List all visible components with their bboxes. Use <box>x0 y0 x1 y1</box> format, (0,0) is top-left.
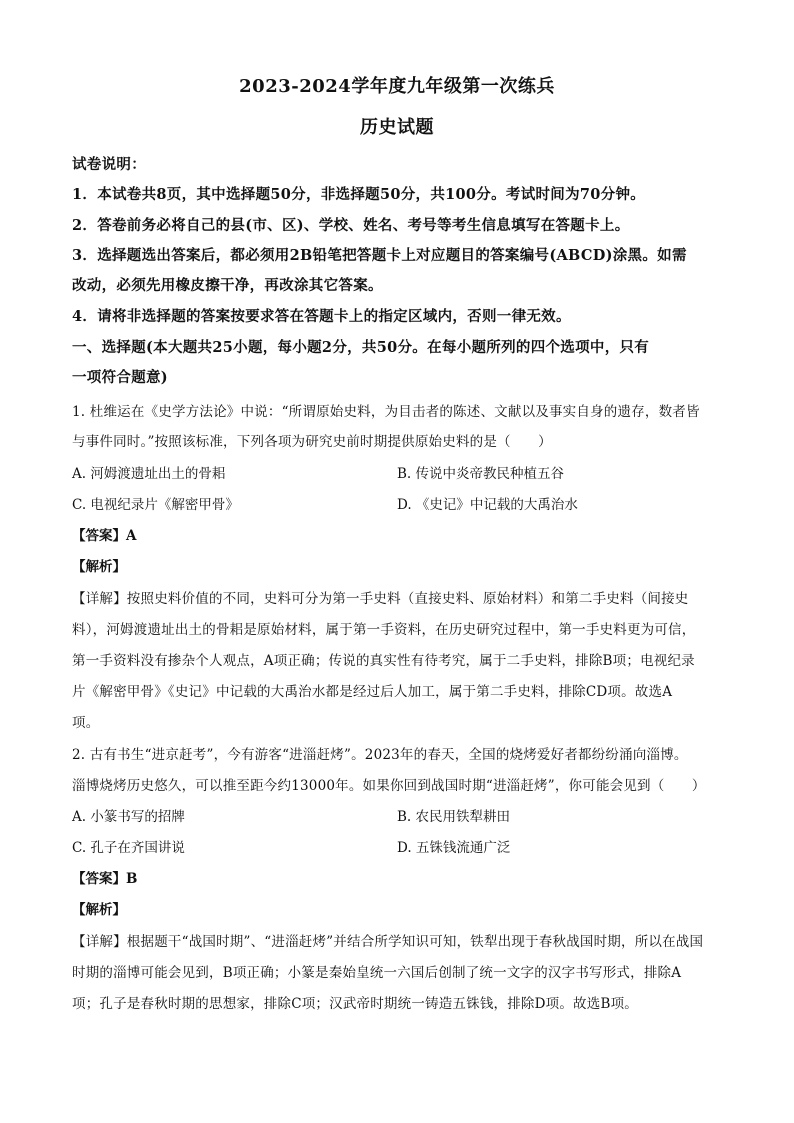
q1-analysis-label: 【解析】 <box>72 559 126 575</box>
q1-stem-line-2: 与事件同时。”按照该标准，下列各项为研究史前时期提供原始史料的是（ ） <box>72 434 552 450</box>
q1-detail-line-1: 【详解】按照史料价值的不同，史料可分为第一手史料（直接史料、原始材料）和第二手史料（间接史 <box>72 591 689 607</box>
q2-option-b: B. 农民用铁犁耕田 <box>397 809 511 825</box>
q2-option-c: C. 孔子在齐国讲说 <box>72 840 185 856</box>
q1-stem-line-1: 1. 杜维运在《史学方法论》中说：“所谓原始史料，为目击者的陈述、文献以及事实自身的遗存，数者皆 <box>72 404 700 420</box>
instruction-item-3: 3．选择题选出答案后，都必须用2B铅笔把答题卡上对应题目的答案编号(ABCD)涂黑。如需 <box>72 247 687 264</box>
q1-option-d: D. 《史记》中记载的大禹治水 <box>397 497 578 513</box>
instructions-heading: 试卷说明： <box>72 156 146 173</box>
q1-option-c: C. 电视纪录片《解密甲骨》 <box>72 497 239 513</box>
instruction-item-4: 4．请将非选择题的答案按要求答在答题卡上的指定区域内，否则一律无效。 <box>72 308 571 325</box>
exam-subtitle: 历史试题 <box>360 117 434 138</box>
q2-analysis-label: 【解析】 <box>72 902 126 918</box>
q2-detail-line-3: 项；孔子是春秋时期的思想家，排除C项；汉武帝时期统一铸造五铢钱，排除D项。故选B项。 <box>72 996 638 1012</box>
q1-option-a: A. 河姆渡遗址出土的骨耜 <box>72 466 226 482</box>
section-heading-cont: 一项符合题意) <box>72 369 168 386</box>
q1-detail-line-5: 项。 <box>72 715 100 731</box>
q2-detail-line-2: 时期的淄博可能会见到，B项正确；小篆是秦始皇统一六国后创制了统一文字的汉字书写形式，排除A <box>72 965 682 981</box>
instruction-item-1: 1．本试卷共8页，其中选择题50分，非选择题50分，共100分。考试时间为70分钟。 <box>72 186 646 203</box>
q2-stem-line-2: 淄博烧烤历史悠久，可以推至距今约13000年。如果你回到战国时期“进淄赶烤”，你可能会见到（ ） <box>72 778 706 794</box>
q1-option-b: B. 传说中炎帝教民种植五谷 <box>397 466 565 482</box>
q2-option-a: A. 小篆书写的招牌 <box>72 809 185 825</box>
q1-detail-line-3: 第一手资料没有掺杂个人观点，A项正确；传说的真实性有待考究，属于二手史料，排除B项；电视纪录 <box>72 653 695 669</box>
q2-detail-line-1: 【详解】根据题干“战国时期”、“进淄赶烤”并结合所学知识可知，铁犁出现于春秋战国时期，所以在战国 <box>72 934 704 950</box>
q2-option-d: D. 五铢钱流通广泛 <box>397 840 511 856</box>
q2-answer: 【答案】B <box>72 871 138 887</box>
q1-answer: 【答案】A <box>72 528 137 544</box>
q2-stem-line-1: 2. 古有书生“进京赶考”，今有游客“进淄赶烤”。2023年的春天，全国的烧烤爱好者都纷纷涌向淄博。 <box>72 747 688 763</box>
section-heading: 一、选择题(本大题共25小题，每小题2分，共50分。在每小题所列的四个选项中，只有 <box>72 339 650 356</box>
q1-detail-line-4: 片《解密甲骨》《史记》中记载的大禹治水都是经过后人加工，属于第二手史料，排除CD项。故选A <box>72 684 673 700</box>
q1-detail-line-2: 料），河姆渡遗址出土的骨耜是原始材料，属于第一手资料，在历史研究过程中，第一手史料更为可信， <box>72 622 696 638</box>
exam-title: 2023-2024学年度九年级第一次练兵 <box>239 76 555 97</box>
instruction-item-2: 2．答卷前务必将自己的县(市、区)、学校、姓名、考号等考生信息填写在答题卡上。 <box>72 217 630 234</box>
instruction-item-3-cont: 改动，必须先用橡皮擦干净，再改涂其它答案。 <box>72 277 383 294</box>
